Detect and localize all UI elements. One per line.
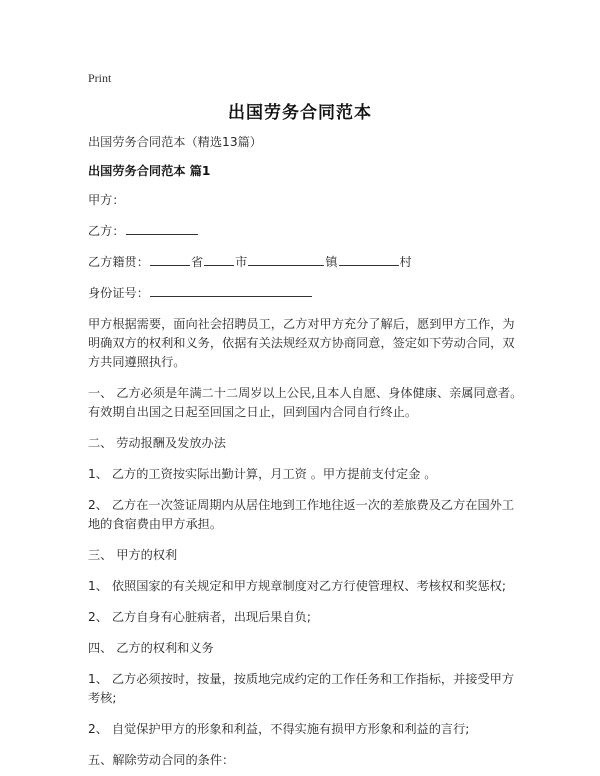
paragraph: 1、 依照国家的有关规定和甲方规章制度对乙方行使管理权、考核权和奖惩权; (88, 579, 506, 593)
paragraph: 甲方根据需要，面向社会招聘员工，乙方对甲方充分了解后，愿到甲方工作，为明确双方的权利和义务，依据有关法规经双方协商同意，签定如下劳动合同，双方共同遵照执行。 (88, 317, 515, 369)
village-blank (339, 253, 399, 266)
party-a-field (88, 191, 524, 210)
paragraph: 一、 乙方必须是年满二十二周岁以上公民,且本人自愿、身体健康、亲属同意者。有效期自出国之日起至回国之日止，回到国内合同自行终止。 (88, 386, 523, 419)
city-label: 市 (235, 255, 248, 269)
paragraph: 1、 乙方必须按时，按量，按质地完成约定的工作任务和工作指标，并接受甲方考核; (88, 672, 515, 705)
province-label: 省 (190, 255, 204, 269)
document-body (88, 133, 524, 776)
page-title: 出国劳务合同范本 (228, 103, 372, 123)
native-place-field (88, 253, 524, 272)
paragraph: 二、 劳动报酬及发放办法 (88, 436, 226, 450)
town-blank (248, 253, 324, 266)
province-blank (150, 253, 190, 266)
paragraph: 2、 乙方自身有心脏病者，出现后果自负; (88, 610, 311, 624)
party-a-label: 甲方： (88, 193, 125, 207)
paragraph: 四、 乙方的权利和义务 (88, 641, 214, 655)
document-subtitle: 出国劳务合同范本（精选13篇） (88, 135, 262, 149)
id-number-label: 身份证号： (88, 286, 149, 300)
native-place-label: 乙方籍贯： (88, 255, 149, 269)
party-b-blank (126, 222, 198, 235)
paragraph: 2、 自觉保护甲方的形象和利益，不得实施有损甲方形象和利益的言行; (88, 722, 470, 736)
party-b-field (88, 222, 524, 241)
city-blank (204, 253, 234, 266)
party-b-label: 乙方： (88, 224, 125, 238)
id-number-blank (150, 284, 312, 297)
town-label: 镇 (325, 255, 338, 269)
print-link[interactable]: Print (88, 71, 112, 85)
section-heading: 出国劳务合同范本 篇1 (88, 164, 211, 178)
village-label: 村 (399, 255, 412, 269)
paragraph: 1、 乙方的工资按实际出勤计算，月工资 。甲方提前支付定金 。 (88, 467, 437, 481)
paragraph: 2、 乙方在一次签证周期内从居住地到工作地往返一次的差旅费及乙方在国外工地的食宿费由甲方承担。 (88, 498, 515, 531)
paragraph: 三、 甲方的权利 (88, 548, 178, 562)
id-number-field (88, 284, 524, 303)
paragraph: 五、解除劳动合同的条件： (88, 753, 235, 767)
